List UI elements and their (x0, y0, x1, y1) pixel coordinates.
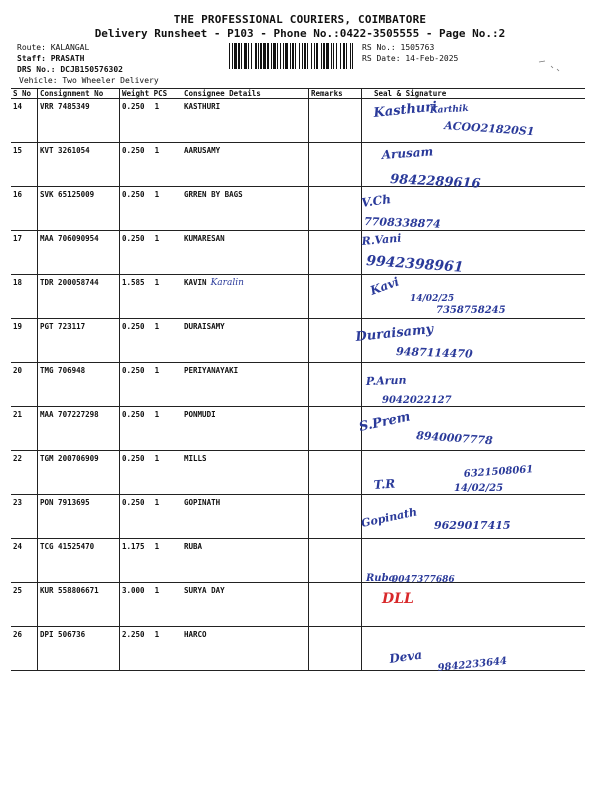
table-row (11, 627, 585, 671)
row-pcs: 1 (154, 454, 160, 463)
row-remarks (309, 231, 362, 275)
row-remarks (309, 275, 362, 319)
row-remarks (309, 187, 362, 231)
row-seal-signature (362, 627, 586, 674)
signature-image (362, 363, 572, 406)
signature-text: Karthik (429, 103, 469, 116)
signature-text: 9047377686 (392, 575, 455, 585)
row-weight-pcs (120, 143, 183, 187)
table-row (11, 583, 585, 627)
signature-text: Arusam (381, 144, 434, 162)
row-consignment-no: TMG 706948 (38, 363, 120, 407)
row-consignee (182, 319, 309, 363)
signature-image (360, 187, 572, 231)
row-consignee (182, 363, 309, 407)
row-sno: 26 (11, 627, 38, 671)
row-pcs: 1 (154, 498, 160, 507)
row-consignee-name: SURYA DAY (184, 586, 225, 595)
row-sno: 21 (11, 407, 38, 451)
row-consignee (182, 451, 309, 495)
row-pcs: 1 (154, 322, 160, 331)
signature-text: 14/02/25 (410, 294, 455, 304)
row-pcs: 1 (154, 278, 160, 287)
signature (359, 495, 572, 535)
row-remarks (309, 627, 362, 671)
rs-no-line: RS No.: 1505763 (362, 43, 435, 52)
signature-image (362, 627, 572, 674)
signature-text: 7708338874 (363, 215, 441, 231)
row-pcs: 1 (154, 102, 160, 111)
signature-text: P.Arun (365, 373, 407, 388)
row-consignment-no: PON 7913695 (38, 495, 120, 539)
signature (362, 99, 572, 139)
row-weight-pcs (120, 495, 183, 539)
row-consignment-no: TCG 41525470 (38, 539, 120, 583)
row-seal-signature (354, 319, 586, 363)
row-sno: 15 (11, 143, 38, 187)
signature-text: Kavi (368, 274, 401, 298)
row-consignee (182, 583, 309, 627)
row-weight: 0.250 (122, 102, 145, 111)
row-weight: 2.250 (122, 630, 145, 639)
signature-text: 8940007778 (415, 429, 494, 448)
signature-text: Duraisamy (354, 321, 434, 345)
row-remarks (309, 539, 362, 583)
row-consignee-name: GRREN BY BAGS (184, 190, 243, 199)
row-consignee (182, 627, 309, 671)
row-seal-signature (362, 539, 586, 583)
row-weight-pcs (120, 319, 183, 363)
signature-text: S.Prem (357, 409, 412, 435)
row-sno: 23 (11, 495, 38, 539)
row-remarks (309, 363, 362, 407)
signature-image (362, 143, 572, 192)
row-weight-pcs (120, 187, 183, 231)
row-remarks (309, 143, 362, 187)
row-consignee-name: PONMUDI (184, 410, 216, 419)
row-consignee-name: PERIYANAYAKI (184, 366, 239, 375)
row-sno: 14 (11, 99, 38, 143)
signature-text: T.R (373, 476, 396, 492)
row-pcs: 1 (154, 630, 160, 639)
row-consignee (182, 143, 309, 187)
row-seal-signature (362, 187, 586, 231)
row-consignee-name: AARUSAMY (184, 146, 221, 155)
signature-image (362, 539, 572, 585)
row-seal-signature (359, 495, 586, 539)
header-sno: S No (11, 89, 38, 99)
signature-text: 9629017415 (434, 519, 511, 532)
header-consignee: Consignee Details (182, 89, 309, 99)
row-pcs: 1 (154, 234, 160, 243)
signature-image (359, 495, 572, 535)
row-weight-pcs (120, 99, 183, 143)
row-sno: 20 (11, 363, 38, 407)
staff-line: Staff: PRASATH (17, 54, 85, 63)
signature-text: 7358758245 (436, 305, 506, 316)
signature (362, 539, 572, 585)
row-consignee-name: KUMARESAN (184, 234, 225, 243)
signature-text: 9042022127 (382, 395, 452, 406)
signature (362, 143, 572, 192)
table-row (11, 99, 585, 143)
row-weight: 0.250 (122, 146, 145, 155)
company-title: THE PROFESSIONAL COURIERS, COIMBATORE (173, 13, 427, 26)
row-consignee-name: MILLS (184, 454, 207, 463)
table-row (11, 319, 585, 363)
row-consignee (182, 99, 309, 143)
signature (354, 319, 572, 361)
row-consignment-no: PGT 723117 (38, 319, 120, 363)
row-remarks (309, 99, 362, 143)
row-weight-pcs (120, 363, 183, 407)
row-weight-pcs (120, 451, 183, 495)
row-pcs: 1 (154, 542, 160, 551)
header-remarks: Remarks (309, 89, 362, 99)
signature-text: 14/02/25 (454, 483, 504, 494)
row-sno: 25 (11, 583, 38, 627)
row-consignment-no: KVT 3261054 (38, 143, 120, 187)
runsheet-table (11, 88, 585, 674)
row-weight: 0.250 (122, 366, 145, 375)
row-weight-pcs (120, 407, 183, 451)
signature-image (362, 583, 572, 623)
signature-text: 9842289616 (389, 172, 481, 192)
drs-line: DRS No.: DCJB150576302 (17, 65, 123, 74)
row-sno: 18 (11, 275, 38, 319)
row-consignee-handwriting: Karalin (210, 278, 244, 288)
row-seal-signature (362, 231, 586, 275)
table-row (11, 539, 585, 583)
signature (361, 231, 572, 276)
row-seal-signature (362, 363, 586, 407)
signature-image (361, 231, 572, 276)
row-consignment-no: MAA 707227298 (38, 407, 120, 451)
row-remarks (309, 451, 362, 495)
vehicle-line: Vehicle: Two Wheeler Delivery (19, 76, 159, 85)
row-weight-pcs (120, 231, 183, 275)
row-consignment-no: VRR 7485349 (38, 99, 120, 143)
row-seal-signature (362, 583, 586, 627)
row-consignee-name: KAVIN (184, 278, 207, 287)
signature-text: Ruba (366, 573, 396, 584)
signature-text: DLL (382, 591, 414, 607)
row-consignment-no: MAA 706090954 (38, 231, 120, 275)
signature-image (362, 275, 572, 315)
signature (362, 583, 572, 623)
row-remarks (309, 407, 362, 451)
row-consignment-no: TGM 200706909 (38, 451, 120, 495)
row-weight-pcs (120, 275, 183, 319)
row-remarks (309, 583, 362, 627)
row-consignee (182, 495, 309, 539)
row-consignee (182, 187, 309, 231)
table-row (11, 187, 585, 231)
table-header-row (11, 89, 585, 99)
signature (362, 627, 572, 674)
row-weight: 0.250 (122, 190, 145, 199)
row-consignee-name: KASTHURI (184, 102, 221, 111)
signature-text: V.Ch (360, 191, 392, 210)
row-weight: 0.250 (122, 234, 145, 243)
signature-text: Kasthuri (372, 99, 438, 121)
signature-text: Deva (388, 647, 423, 666)
table-row (11, 231, 585, 275)
row-pcs: 1 (154, 146, 160, 155)
row-sno: 24 (11, 539, 38, 583)
route-line: Route: KALANGAL (17, 43, 90, 52)
row-consignment-no: TDR 200058744 (38, 275, 120, 319)
signature-text: Gopinath (359, 505, 419, 530)
row-consignee (182, 539, 309, 583)
row-weight: 1.585 (122, 278, 145, 287)
signature-text: 6321508061 (463, 464, 534, 480)
row-consignment-no: SVK 65125009 (38, 187, 120, 231)
barcode-icon (229, 43, 353, 69)
row-pcs: 1 (154, 190, 160, 199)
row-weight: 3.000 (122, 586, 145, 595)
row-sno: 17 (11, 231, 38, 275)
row-sno: 22 (11, 451, 38, 495)
row-weight: 0.250 (122, 410, 145, 419)
row-remarks (309, 495, 362, 539)
row-seal-signature (357, 407, 586, 451)
row-sno: 16 (11, 187, 38, 231)
row-weight: 1.175 (122, 542, 145, 551)
row-consignee (182, 231, 309, 275)
table-row (11, 363, 585, 407)
header-consignment: Consignment No (38, 89, 120, 99)
row-consignee-name: RUBA (184, 542, 203, 551)
row-seal-signature (362, 451, 586, 495)
pencil-mark-icon (537, 58, 561, 72)
row-consignee-name: HARCO (184, 630, 207, 639)
row-seal-signature (362, 143, 586, 192)
table-row (11, 451, 585, 495)
row-weight: 0.250 (122, 322, 145, 331)
signature-image (357, 407, 572, 448)
row-consignment-no: DPI 506736 (38, 627, 120, 671)
table-row (11, 407, 585, 451)
signature-text: 9842233644 (437, 655, 508, 674)
row-weight-pcs (120, 539, 183, 583)
row-weight: 0.250 (122, 454, 145, 463)
row-consignment-no: KUR 558806671 (38, 583, 120, 627)
row-consignee-name: DURAISAMY (184, 322, 225, 331)
runsheet-subtitle: Delivery Runsheet - P103 - Phone No.:0422-3505555 - Page No.:2 (94, 27, 506, 40)
header-seal-signature: Seal & Signature (362, 89, 586, 99)
row-weight-pcs (120, 583, 183, 627)
row-sno: 19 (11, 319, 38, 363)
table-row (11, 143, 585, 187)
signature-image (354, 319, 572, 361)
row-seal-signature (362, 275, 586, 319)
signature-image (362, 451, 572, 494)
signature (362, 363, 572, 406)
row-consignee-name: GOPINATH (184, 498, 221, 507)
header-weight-pcs: Weight PCS (120, 89, 183, 99)
signature (362, 451, 572, 494)
row-weight: 0.250 (122, 498, 145, 507)
signature-text: 9487114470 (395, 345, 473, 361)
signature (357, 407, 572, 448)
row-pcs: 1 (154, 410, 160, 419)
table-row (11, 495, 585, 539)
signature (360, 187, 572, 231)
row-seal-signature (362, 99, 586, 143)
row-consignee (182, 407, 309, 451)
row-remarks (309, 319, 362, 363)
signature-text: R.Vani (361, 231, 402, 248)
row-consignee (182, 275, 309, 319)
signature-text: 9942398961 (365, 253, 465, 276)
signature-image (362, 99, 572, 139)
row-weight-pcs (120, 627, 183, 671)
signature-text: ACOO21820S1 (443, 119, 535, 139)
table-row (11, 275, 585, 319)
row-pcs: 1 (154, 586, 160, 595)
rs-date-line: RS Date: 14-Feb-2025 (362, 54, 459, 63)
signature (362, 275, 572, 315)
row-pcs: 1 (154, 366, 160, 375)
